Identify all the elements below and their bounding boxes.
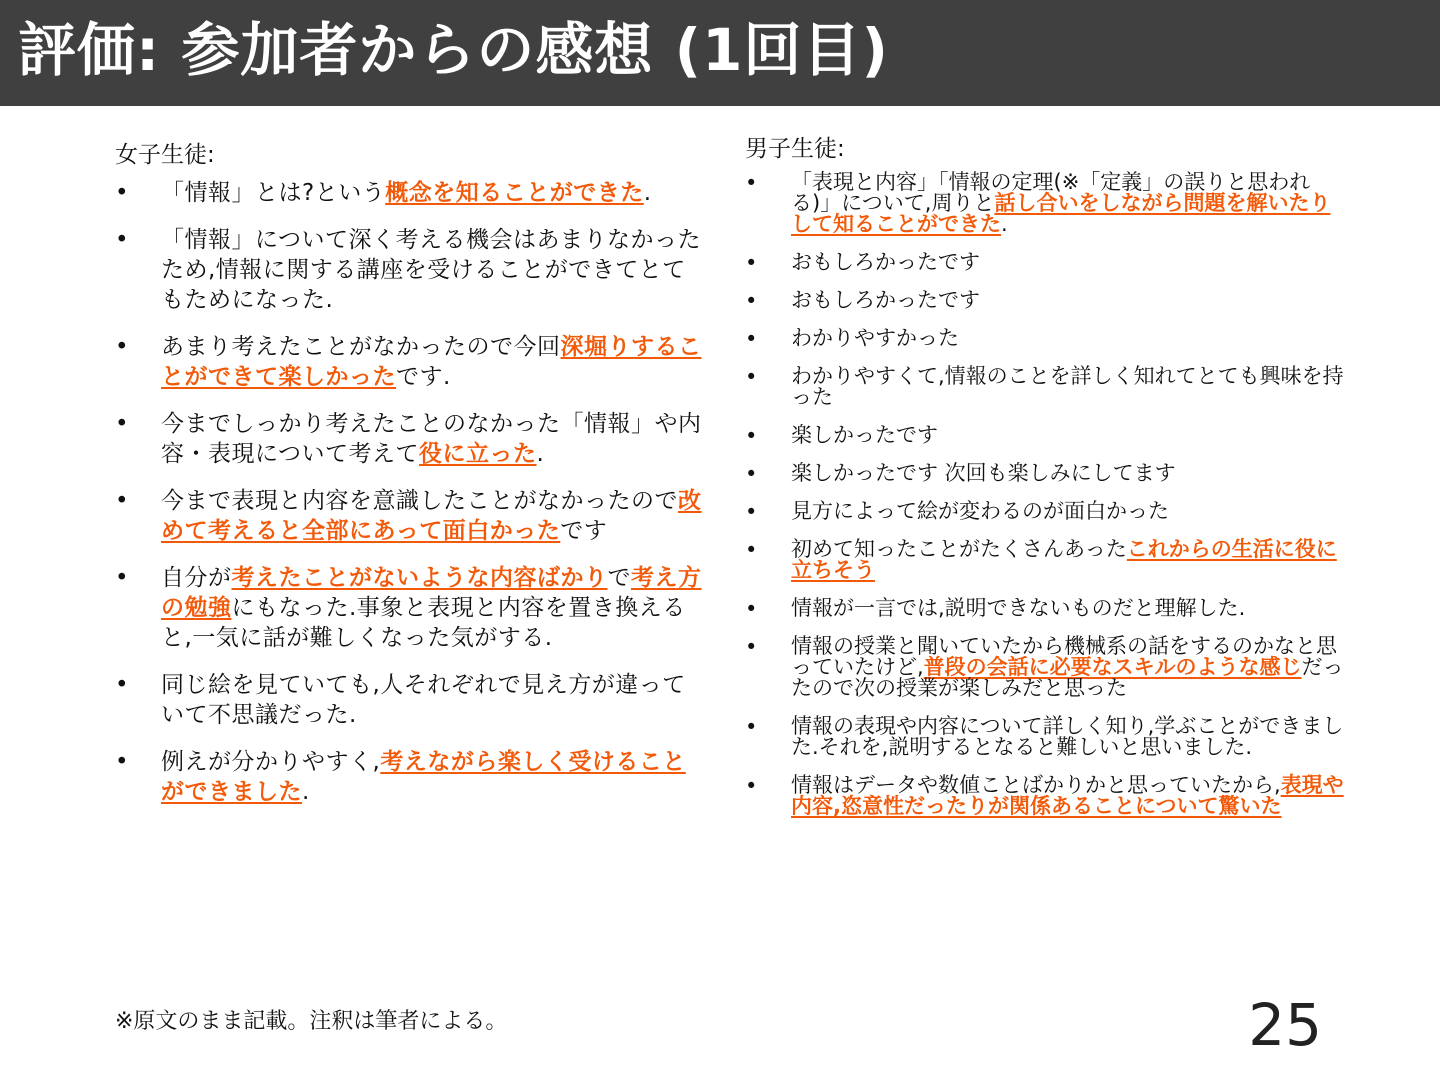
comment-text: あまり考えたことがなかったので今回 — [161, 334, 561, 360]
highlighted-text: 表現や内容,恣意性だったりが関係あることについて驚いた — [791, 773, 1344, 818]
comment-text: . — [302, 779, 310, 805]
comment-text: 情報はデータや数値ことばかりかと思っていたから, — [791, 773, 1281, 797]
comment-item — [115, 563, 705, 653]
female-students-heading: 女子生徒: — [115, 142, 215, 168]
comment-item — [115, 178, 705, 208]
comment-item — [745, 598, 1345, 619]
comment-item — [745, 775, 1345, 817]
slide-header — [0, 0, 1440, 106]
comment-item — [745, 425, 1345, 446]
comment-item — [745, 636, 1345, 699]
page-number: 25 — [1248, 991, 1322, 1059]
highlighted-text: 改めて考えると全部にあって面白かった — [161, 488, 702, 544]
highlighted-text: 話し合いをしながら問題を解いたりして知ることができた — [791, 191, 1331, 236]
comment-item — [115, 409, 705, 469]
comment-text: 楽しかったです 次回も楽しみにしてます — [791, 461, 1176, 485]
comment-text: 「情報」について深く考える機会はあまりなかったため,情報に関する講座を受けることができてとてもためになった. — [161, 227, 702, 313]
highlighted-text: これからの生活に役に立ちそう — [791, 537, 1337, 582]
comment-text: 「表現と内容」「情報の定理(※「定義」の誤りと思われる)」について,周りと — [791, 170, 1311, 215]
comment-item — [115, 225, 705, 315]
comment-text: 情報の表現や内容について詳しく知り,学ぶことができました.それを,説明するとなると難しいと思いました. — [791, 714, 1344, 759]
comment-item — [745, 501, 1345, 522]
comment-item — [745, 172, 1345, 235]
male-comments-list — [745, 172, 1345, 817]
comment-item — [115, 670, 705, 730]
highlighted-text: 概念を知ることができた — [385, 180, 644, 206]
comment-item — [745, 252, 1345, 273]
highlighted-text: 考えたことがないような内容ばかり — [231, 565, 608, 591]
comment-text: 今までしっかり考えたことのなかった「情報」や内容・表現について考えて — [161, 411, 702, 467]
comment-item — [115, 332, 705, 392]
comment-text: 「情報」とは?という — [161, 180, 386, 206]
highlighted-text: 考えながら楽しく受けることができました — [161, 749, 686, 805]
comment-text: . — [1001, 212, 1008, 236]
comment-text: にもなった.事象と表現と内容を置き換えると,一気に話が難しくなった気がする. — [161, 595, 686, 651]
comment-item — [115, 486, 705, 546]
comment-text: 情報の授業と聞いていたから機械系の話をするのかなと思っていたけど, — [791, 634, 1337, 679]
comment-item — [745, 366, 1345, 408]
comment-text: 見方によって絵が変わるのが面白かった — [791, 499, 1169, 523]
footnote: ※原文のまま記載。注釈は筆者による。 — [115, 1009, 508, 1034]
comment-text: . — [536, 441, 545, 467]
slide-title: 評価: 参加者からの感想 (1回目) — [18, 16, 889, 84]
male-students-heading: 男子生徒: — [745, 136, 845, 162]
comment-item — [745, 463, 1345, 484]
comment-text: おもしろかったです — [791, 288, 980, 312]
comment-text: です — [560, 518, 608, 544]
highlighted-text: 普段の会話に必要なスキルのような感じ — [923, 655, 1302, 679]
comment-text: おもしろかったです — [791, 250, 980, 274]
comment-text: で — [607, 565, 631, 591]
comment-text: 初めて知ったことがたくさんあった — [791, 537, 1127, 561]
comment-text: です. — [396, 364, 451, 390]
comment-text: だったので次の授業が楽しみだと思った — [791, 655, 1344, 700]
comment-text: 情報が一言では,説明できないものだと理解した. — [791, 596, 1246, 620]
highlighted-text: 深堀りすることができて楽しかった — [161, 334, 702, 390]
comment-text: 楽しかったです — [791, 423, 938, 447]
comment-text: 例えが分かりやすく, — [161, 749, 381, 775]
highlighted-text: 考え方の勉強 — [161, 565, 702, 621]
comment-text: わかりやすかった — [791, 326, 959, 350]
highlighted-text: 役に立った — [419, 441, 537, 467]
female-comments-list — [115, 178, 705, 807]
comment-text: 同じ絵を見ていても,人それぞれで見え方が違っていて不思議だった. — [161, 672, 686, 728]
comment-item — [745, 290, 1345, 311]
male-students-column — [745, 132, 1345, 834]
female-students-column — [115, 138, 705, 824]
comment-item — [115, 747, 705, 807]
comment-item — [745, 539, 1345, 581]
comment-item — [745, 716, 1345, 758]
comment-text: 今まで表現と内容を意識したことがなかったので — [161, 488, 678, 514]
comment-text: 自分が — [161, 565, 232, 591]
comment-text: わかりやすくて,情報のことを詳しく知れてとても興味を持った — [791, 364, 1344, 409]
comment-text: . — [643, 180, 652, 206]
comment-item — [745, 328, 1345, 349]
